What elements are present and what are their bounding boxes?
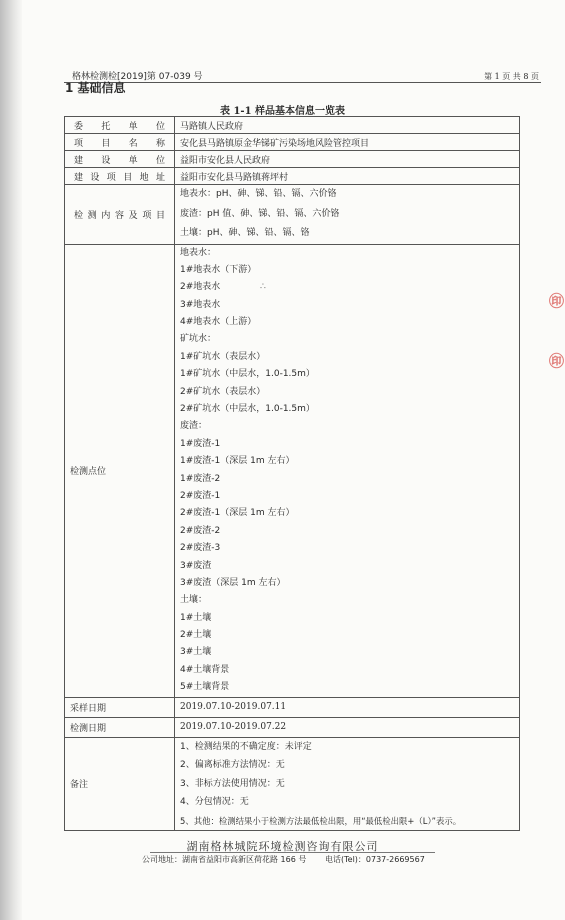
footer-rule xyxy=(150,852,435,853)
row-sampling-date xyxy=(65,697,520,717)
point-line: 1#地表水（下游） xyxy=(180,264,257,275)
content-line: 地表水：pH、砷、锑、铅、镉、六价铬 xyxy=(180,189,337,199)
point-line: 2#土壤 xyxy=(180,630,212,641)
point-line: 1#废渣-2 xyxy=(180,473,221,484)
address-label: 建设项目地址 xyxy=(65,168,175,185)
point-line: 2#废渣-3 xyxy=(180,543,221,554)
row-client xyxy=(65,117,520,134)
builder-label: 建设单位 xyxy=(65,151,175,168)
point-line: 1#土壤 xyxy=(180,612,212,623)
remark-line: 5、其他：检测结果小于检测方法最低检出限，用“最低检出限+（L）”表示。 xyxy=(180,815,462,826)
content-value xyxy=(175,185,520,245)
point-line: 2#废渣-1 xyxy=(180,490,221,501)
scan-edge-shadow xyxy=(0,0,22,920)
point-line: 3#土壤 xyxy=(180,647,212,658)
page-info: 第 1 页 共 8 页 xyxy=(484,72,539,81)
row-testing-date xyxy=(65,717,520,737)
sample-info-table xyxy=(64,116,520,831)
row-builder xyxy=(65,151,520,168)
header-rule xyxy=(64,82,541,83)
footer-company: 湖南格林城院环境检测咨询有限公司 xyxy=(186,840,379,853)
points-value xyxy=(175,244,520,697)
content-line: 土壤：pH、砷、锑、铅、镉、铬 xyxy=(180,228,310,238)
point-line: 废渣： xyxy=(180,421,208,432)
remarks-label: 备注 xyxy=(65,737,175,831)
sampling-date-label: 采样日期 xyxy=(65,697,175,717)
point-line: 2#矿坑水（表层水） xyxy=(180,386,266,397)
point-line: 1#废渣-1（深层 1m 左右） xyxy=(180,456,295,467)
row-address xyxy=(65,168,520,185)
points-label: 检测点位 xyxy=(65,244,175,697)
row-project xyxy=(65,134,520,151)
testing-date-value: 2019.07.10-2019.07.22 xyxy=(175,717,520,737)
content-line: 废渣：pH 值、砷、锑、铅、镉、六价铬 xyxy=(180,208,340,219)
point-line: 4#地表水（上游） xyxy=(180,317,257,328)
point-line: 1#矿坑水（表层水） xyxy=(180,351,266,362)
testing-date-label: 检测日期 xyxy=(65,717,175,737)
table-caption: 表 1-1 样品基本信息一览表 xyxy=(219,106,346,117)
point-line: 土壤： xyxy=(180,595,208,606)
remark-line: 2、偏离标准方法情况：无 xyxy=(180,760,285,771)
point-line: 4#土壤背景 xyxy=(180,664,230,675)
point-line: 2#矿坑水（中层水，1.0-1.5m） xyxy=(180,404,315,415)
point-line: 2#地表水 xyxy=(180,282,221,293)
row-content xyxy=(65,185,520,245)
red-stamp-fragment: ㊞ xyxy=(549,292,565,310)
project-value: 安化县马路镇原金华锑矿污染场地风险管控项目 xyxy=(175,134,520,151)
point-line: 3#废渣 xyxy=(180,560,212,571)
remark-line: 3、非标方法使用情况：无 xyxy=(180,778,285,789)
scan-speck: ∴ xyxy=(260,282,266,292)
point-line: 3#废渣（深层 1m 左右） xyxy=(180,577,286,588)
footer-address: 公司地址：湖南省益阳市高新区荷花路 166 号 xyxy=(142,855,307,864)
sampling-date-value: 2019.07.10-2019.07.11 xyxy=(175,697,520,717)
remark-line: 4、分包情况：无 xyxy=(180,797,249,808)
address-value: 益阳市安化县马路镇蒋坪村 xyxy=(175,168,520,185)
point-line: 2#废渣-1（深层 1m 左右） xyxy=(180,508,295,519)
remark-line: 1、检测结果的不确定度：未评定 xyxy=(180,741,312,752)
row-remarks xyxy=(65,737,520,831)
point-line: 矿坑水： xyxy=(180,334,217,345)
content-label: 检测内容及项目 xyxy=(65,185,175,245)
footer-phone: 电话(Tel)：0737-2669567 xyxy=(325,855,425,864)
point-line: 5#土壤背景 xyxy=(180,682,230,693)
builder-value: 益阳市安化县人民政府 xyxy=(175,151,520,168)
project-label: 项目名称 xyxy=(65,134,175,151)
point-line: 地表水： xyxy=(180,247,217,258)
row-points xyxy=(65,244,520,697)
red-stamp-fragment: ㊞ xyxy=(549,352,565,370)
point-line: 3#地表水 xyxy=(180,299,221,310)
client-value: 马路镇人民政府 xyxy=(175,117,520,134)
point-line: 1#矿坑水（中层水，1.0-1.5m） xyxy=(180,369,315,380)
point-line: 1#废渣-1 xyxy=(180,438,221,449)
section-title: 1 基础信息 xyxy=(65,81,126,95)
point-line: 2#废渣-2 xyxy=(180,525,221,536)
remarks-value xyxy=(175,737,520,831)
client-label: 委托单位 xyxy=(65,117,175,134)
report-number: 格林检测检[2019]第 07-039 号 xyxy=(72,72,203,82)
